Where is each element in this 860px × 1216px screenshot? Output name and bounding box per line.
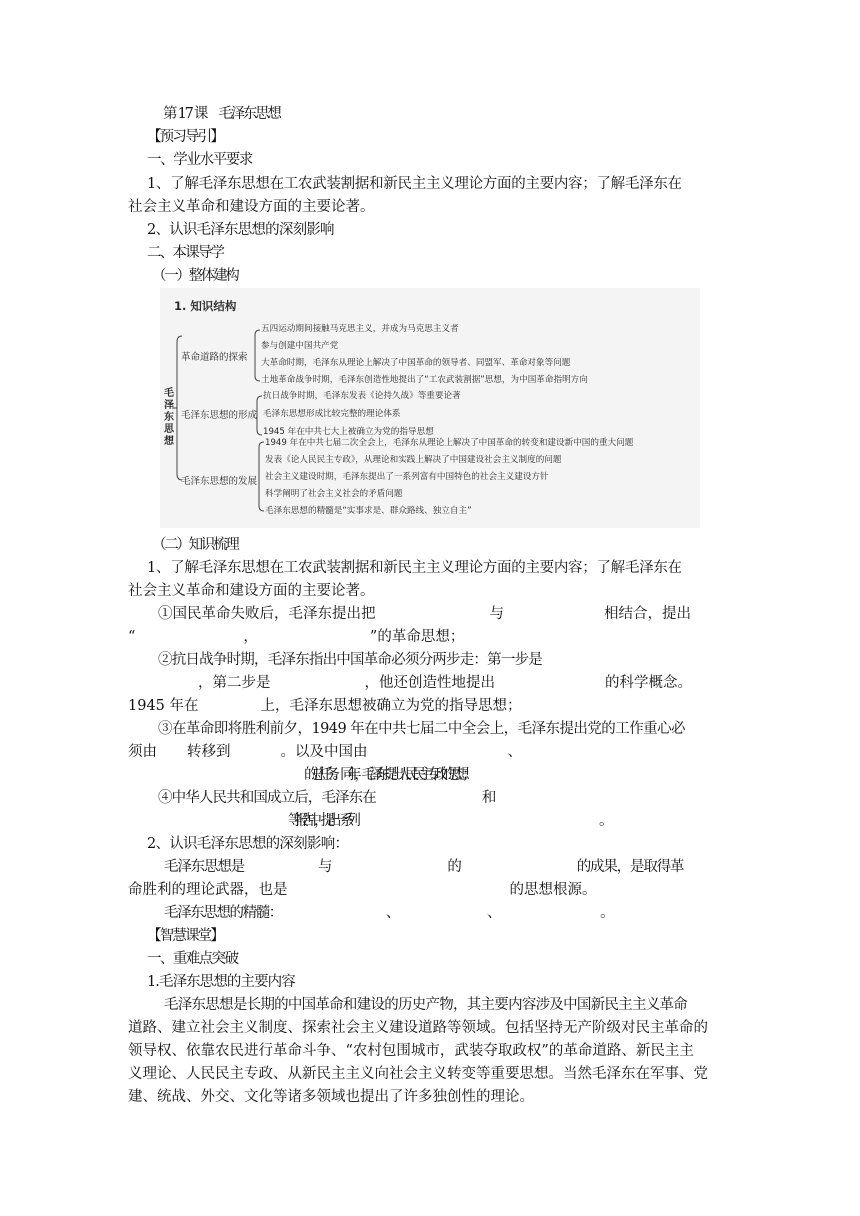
- fill-text: 相结合，提出: [604, 606, 691, 622]
- fill-line: [128, 881, 732, 899]
- branch-label: 毛泽东思想的形成: [181, 410, 258, 421]
- section-heading: 二、本课导学: [147, 245, 224, 261]
- branch-item: 发表《论人民民主专政》，从理论和实践上解决了中国建设社会主义制度的问题: [265, 455, 562, 465]
- fill-text: 和: [481, 790, 496, 806]
- fill-text: 。以及中国由: [280, 744, 368, 760]
- branch-label: 革命道路的探索: [181, 352, 248, 363]
- branch-item: 毛泽东思想的精髓是“实事求是、群众路线、独立自主”: [265, 506, 472, 516]
- section-heading: 一、重难点突破: [147, 951, 238, 967]
- fill-text: 的思想根源。: [509, 882, 597, 898]
- subsection-heading: （一）整体建构: [152, 268, 238, 284]
- fill-text: ，: [243, 629, 258, 645]
- fill-text: ，第二步是: [198, 675, 271, 691]
- fill-line: [128, 697, 732, 715]
- branch-item: 1945 年在中共七大上被确立为党的指导思想: [263, 427, 434, 437]
- list-item: 2、认识毛泽东思想的深刻影响: [147, 222, 334, 238]
- fill-line: [128, 628, 732, 646]
- branch-item: 五四运动期间接触马克思主义，并成为马克思主义者: [261, 324, 459, 334]
- fill-line: [288, 812, 860, 830]
- paragraph-line: 社会主义革命和建设方面的主要论著。: [128, 583, 375, 599]
- branch-item: 大革命时期，毛泽东从理论上解决了中国革命的领导者、同盟军、革命对象等问题: [261, 358, 571, 368]
- diagram-root: 毛泽东思想: [164, 388, 174, 447]
- paragraph-line: 道路、建立社会主义制度、探索社会主义建设道路等领域。包括坚持无产阶级对民主革命的: [128, 1020, 708, 1036]
- branch-item: 社会主义建设时期，毛泽东提出了一系列富有中国特色的社会主义建设方针: [265, 472, 549, 482]
- fill-text: 、: [385, 905, 400, 921]
- paragraph-line: 领导权、依靠农民进行革命斗争、“农村包围城市，武装夺取政权”的革命道路、新民主主: [128, 1043, 694, 1059]
- branch-label: 毛泽东思想的发展: [181, 476, 258, 487]
- fill-line: [164, 858, 768, 876]
- fill-text: 上，毛泽东思想被确立为党的指导思想；: [260, 698, 522, 714]
- fill-text: ④中华人民共和国成立后，毛泽东在: [158, 790, 376, 806]
- paragraph-line: 社会主义革命和建设方面的主要论著。: [128, 199, 375, 215]
- paragraph-line: ②抗日战争时期，毛泽东指出中国革命必须分两步走：第一步是: [158, 652, 542, 668]
- fill-text: 等报告中，提出一系列: [288, 813, 353, 829]
- fill-text: 与: [489, 606, 504, 622]
- fill-text: 、: [487, 905, 501, 921]
- fill-line: [164, 904, 768, 922]
- paragraph-line: 1、了解毛泽东思想在工农武装割据和新民主主义理论方面的主要内容；了解毛泽东在: [147, 176, 682, 192]
- fill-line: [158, 789, 762, 807]
- branch-item: 抗日战争时期，毛泽东发表《论持久战》等重要论著: [263, 391, 461, 401]
- paragraph-line: 毛泽东思想是长期的中国革命和建设的历史产物，其主要内容涉及中国新民主主义革命: [164, 997, 687, 1013]
- fill-text: 的成果，是取得革: [576, 859, 684, 875]
- paragraph-line: ③在革命即将胜利前夕，1949 年在中共七届二中全会上，毛泽东提出党的工作重心必: [158, 721, 686, 737]
- fill-line: [158, 605, 732, 623]
- fill-text: “: [128, 629, 136, 645]
- paragraph-line: 建、统战、外交、文化等诸多领域也提出了许多独创性的理论。: [128, 1089, 534, 1105]
- fill-line: [128, 743, 732, 761]
- fill-text: 。: [600, 905, 614, 921]
- paragraph-line: 的总任务。同年，毛泽东提出人民民主专政的思想；: [304, 767, 470, 783]
- branch-item: 参与创建中国共产党: [261, 341, 339, 351]
- fill-text: ，他还创造性地提出: [364, 675, 495, 691]
- fill-text: 命胜利的理论武器，也是: [128, 882, 288, 898]
- fill-text: ”的革命思想；: [369, 629, 465, 645]
- fill-text: 转移到: [187, 744, 231, 760]
- fill-text: 毛泽东思想是: [164, 859, 244, 875]
- fill-text: 的科学概念。: [605, 675, 692, 691]
- paragraph-line: 1、了解毛泽东思想在工农武装割据和新民主主义理论方面的主要内容；了解毛泽东在: [147, 560, 682, 576]
- branch-item: 毛泽东思想形成比较完整的理论体系: [263, 409, 401, 419]
- preview-header: 【预习导引】: [147, 129, 224, 145]
- fill-text: 。: [599, 813, 606, 829]
- wisdom-header: 【智慧课堂】: [147, 928, 224, 944]
- branch-item: 科学阐明了社会主义社会的矛盾问题: [265, 489, 403, 499]
- diagram-title: 1. 知识结构: [174, 299, 237, 313]
- subsection-heading: （二）知识梳理: [152, 537, 238, 553]
- branch-item: 1949 年在中共七届二次全会上，毛泽东从理论上解决了中国革命的转变和建设新中国的重大问题: [265, 438, 634, 448]
- branch-item: 土地革命战争时期，毛泽东创造性地提出了“工农武装割据”思想，为中国革命指明方向: [261, 375, 588, 385]
- fill-text: 毛泽东思想的精髓：: [164, 905, 282, 921]
- fill-text: ①国民革命失败后，毛泽东提出把: [158, 606, 376, 622]
- fill-line: [128, 674, 732, 692]
- section-heading: 一、学业水平要求: [147, 152, 252, 168]
- knowledge-structure-diagram: [160, 288, 700, 528]
- fill-text: 须由: [128, 744, 157, 760]
- list-item: 2、认识毛泽东思想的深刻影响：: [147, 836, 349, 852]
- paragraph-line: 义理论、人民民主专政、从新民主主义向社会主义转变等重要思想。当然毛泽东在军事、党: [128, 1066, 708, 1082]
- lesson-title: 第 17 课 毛泽东思想: [163, 106, 280, 122]
- fill-text: 1945 年在: [128, 698, 199, 714]
- subsection-heading: 1.毛泽东思想的主要内容: [147, 974, 295, 990]
- fill-text: 、: [507, 744, 522, 760]
- fill-text: 的: [447, 859, 461, 875]
- fill-text: 与: [318, 859, 332, 875]
